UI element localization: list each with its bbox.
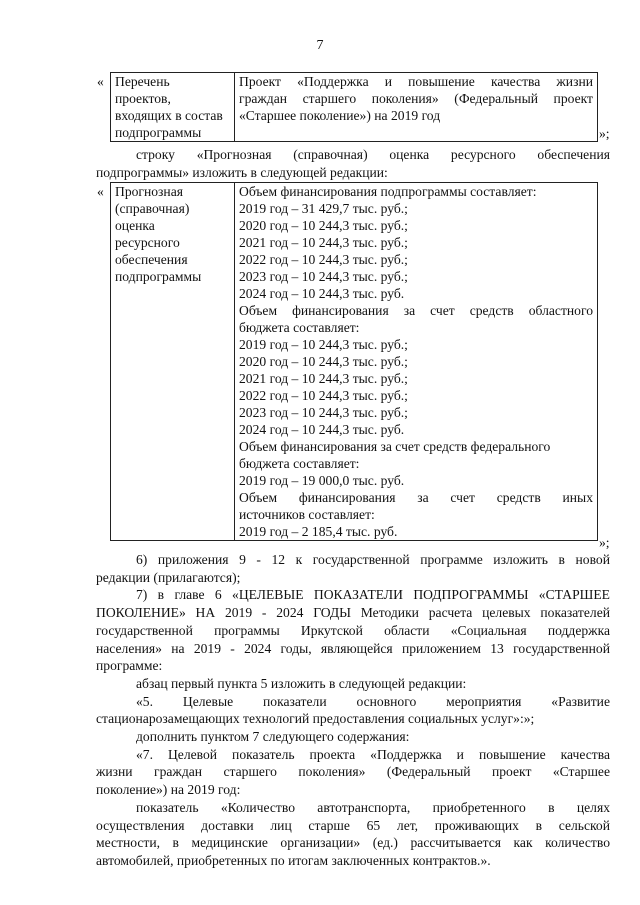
funding-line: 2023 год – 10 244,3 тыс. руб.; [239,405,408,420]
amendments-text [96,551,610,870]
paragraph-6-line: 6) приложения 9 - 12 к государственной программе изложить в новой [136,552,610,567]
indicator-line: автомобилей, приобретенных по итогам заключенных контрактов.». [96,852,491,868]
intro-paragraph [96,146,610,181]
funding-line: 2020 год – 10 244,3 тыс. руб.; [239,354,408,369]
table2-value-cell [235,183,598,541]
table2-label-line: (справочная) [115,201,190,216]
table1-label-line: входящих в состав [115,108,223,123]
funding-line: 2021 год – 10 244,3 тыс. руб.; [239,371,408,386]
page-number: 7 [316,38,324,53]
point-5-line: стационарозамещающих технологий предоставления социальных услуг»:»; [96,711,535,727]
funding-line: Объем финансирования за счет средств федерального [239,439,551,454]
table2-label-line: подпрограммы [115,269,202,284]
projects-table [110,72,598,142]
point-5-line: «5. Целевые показатели основного мероприятия «Развитие [136,693,610,709]
funding-line: 2019 год – 2 185,4 тыс. руб. [239,524,398,539]
point-7-line: «7. Целевой показатель проекта «Поддержка и повышение качества [136,746,610,762]
funding-line: Объем финансирования за счет средств иных [239,490,593,505]
table1-value-line: граждан старшего поколения» (Федеральный проект [239,91,593,106]
table2-label-cell [111,183,235,541]
funding-line: 2021 год – 10 244,3 тыс. руб.; [239,235,408,250]
funding-line: Объем финансирования подпрограммы составляет: [239,184,537,199]
table1-value-line: Проект «Поддержка и повышение качества жизни [239,74,593,89]
table2-open-quote: « [97,184,104,199]
paragraph-7-line: программе: [96,658,163,674]
funding-line: 2019 год – 31 429,7 тыс. руб.; [239,201,408,216]
point-7-line: поколение») на 2019 год: [96,782,241,798]
table1-label-cell [111,73,235,142]
intro-line: подпрограммы» изложить в следующей редакции: [96,164,388,180]
funding-line: бюджета составляет: [239,456,360,471]
table2-label-line: Прогнозная [115,184,183,199]
table-row [111,183,598,541]
abzac-line: абзац первый пункта 5 изложить в следующей редакции: [136,675,467,691]
table1-label-line: проектов, [115,91,171,106]
table1-value-cell [235,73,598,142]
table1-value-line: «Старшее поколение») на 2019 год [239,108,441,123]
resource-table [110,182,598,541]
indicator-line: осуществления доставки лиц старше 65 лет, проживающих в сельской [96,817,610,833]
funding-line: 2020 год – 10 244,3 тыс. руб.; [239,218,408,233]
funding-line: 2019 год – 19 000,0 тыс. руб. [239,473,405,488]
table2-label-line: обеспечения [115,252,188,267]
funding-line: 2024 год – 10 244,3 тыс. руб. [239,286,405,301]
table1-open-quote: « [97,74,104,89]
paragraph-6-line: редакции (прилагаются); [96,569,241,585]
paragraph-7-line: ПОКОЛЕНИЕ» НА 2019 - 2024 ГОДЫ Методики расчета целевых показателей [96,605,610,621]
funding-line: Объем финансирования за счет средств областного [239,303,593,318]
funding-line: 2022 год – 10 244,3 тыс. руб.; [239,388,408,403]
table1-label-line: подпрограммы [115,125,202,140]
table2-label-line: ресурсного [115,235,180,250]
point-7-line: жизни граждан старшего поколения» (Федеральный проект «Старшее [96,764,610,780]
table1-close-quote: »; [599,126,610,141]
table2-close-quote: »; [599,535,610,550]
indicator-line: показатель «Количество автотранспорта, приобретенного в целях [136,799,610,815]
funding-line: 2022 год – 10 244,3 тыс. руб.; [239,252,408,267]
paragraph-7-line: населения» на 2019 - 2024 годы, являющейся приложением 13 государственной [96,640,610,656]
table2-label-line: оценка [115,218,155,233]
funding-line: 2024 год – 10 244,3 тыс. руб. [239,422,405,437]
funding-line: источников составляет: [239,507,375,522]
table-row [111,73,598,142]
funding-line: бюджета составляет: [239,320,360,335]
funding-line: 2023 год – 10 244,3 тыс. руб.; [239,269,408,284]
funding-line: 2019 год – 10 244,3 тыс. руб.; [239,337,408,352]
table1-label-line: Перечень [115,74,170,89]
supplement-line: дополнить пунктом 7 следующего содержания: [136,729,410,745]
paragraph-7-line: государственной программы Иркутской области «Социальная поддержка [96,622,610,638]
paragraph-7-line: 7) в главе 6 «ЦЕЛЕВЫЕ ПОКАЗАТЕЛИ ПОДПРОГРАММЫ «СТАРШЕЕ [136,587,610,603]
indicator-line: местности, в медицинские организации» (ед.) рассчитывается как количество [96,835,610,851]
intro-line: строку «Прогнозная (справочная) оценка ресурсного обеспечения [136,147,610,162]
